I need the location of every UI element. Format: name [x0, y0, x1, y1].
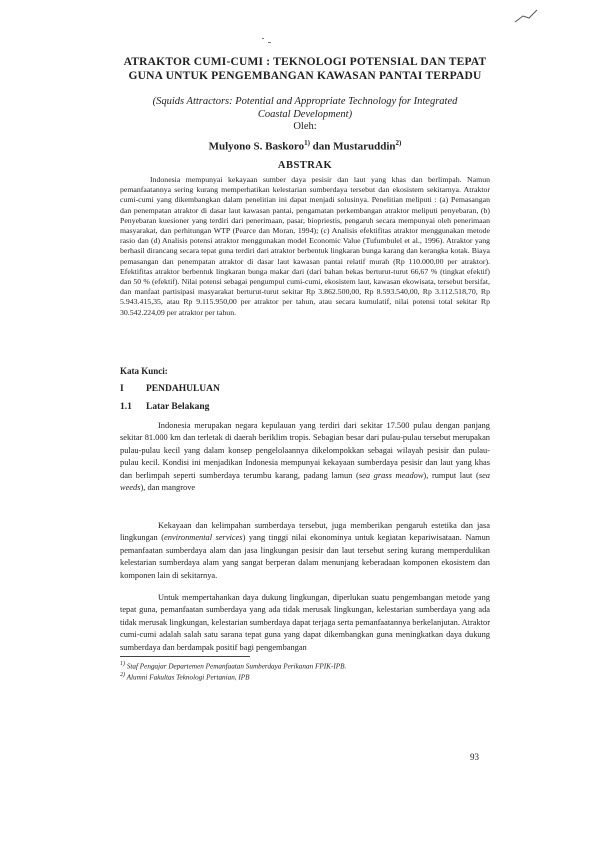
- footnote-divider: [120, 656, 250, 657]
- paragraph-text: ), dan mangrove: [140, 483, 196, 493]
- paper-title: [120, 55, 490, 83]
- authors-line: [120, 139, 490, 153]
- section-heading: [120, 384, 220, 394]
- body-paragraph: [120, 420, 490, 494]
- footnote-1-text: Staf Pengajar Departemen Pemanfaatan Sumberdaya Perikanan FPIK-IPB.: [126, 662, 347, 671]
- scan-mark-icon: [505, 6, 545, 26]
- paragraph-text: Kekayaan dan kelimpahan sumberdaya tersebut, juga memberikan pengaruh estetika dan jasa lingkungan (: [120, 521, 490, 543]
- footnote-1-marker: 1): [120, 661, 125, 667]
- abstract-text: Indonesia mempunyai kekayaan sumber daya pesisir dan laut yang khas dan berlimpah. Namun pemanfaatannya sering kurang memperhatikan kelestarian sumberdaya tersebut dan ekosistem sekitarnya. Atraktor cumi-cumi yang dikembangkan dalam penelitian ini dapat menjadi solusinya. Penelitian meliputi : (a) Pemasangan dan penempatan atraktor di dasar laut kawasan pantai, pengamatan perkembangan atraktor meliputi penyebaran, (b) Penyebaran kuesioner yang terdiri dari penerimaan, pasar, biopriestis, pengaruh secara mempunyai oleh penerimaan masyarakat, dan perhitungan WTP (Pearce dan Moran, 1994); (c) Analisis efektifitas atraktor menggunakan metode rasio dan (d) Analisis potensi atraktor menggunakan model Economic Value (Tufumbulel et al., 1996). Atraktor yang berhasil dirancang secara tepat guna terdiri dari atraktor berbentuk lingkaran bunga karang dan kerangka kotak. Biaya pemasangan dan penempatan atraktor di dasar laut kawasan pantai relatif murah (Rp 110.000,00 per atraktor). Efektifitas atraktor berbentuk lingkaran bunga makar dari (dari bahan bekas berturut-turut 66,67 % (tingkat efektif) dan 50 % (efektif). Nilai potensi sebagai pengumpul cumi-cumi, ekosistem laut, kawasan ekowisata, tersebut bersifat, dan manfaat partisipasi masyarakat berturut-turut sekitar Rp 3.862.500,00, Rp 8.593.540,00, Rp 3.112.518,70, Rp 5.943.415,35, atau Rp 9.115.950,00 per atraktor per tahun, atau secara kumulatif, nilai potensi total sekitar Rp 30.542.224,09 per atraktor per tahun.: [120, 175, 490, 317]
- title-line-2: GUNA UNTUK PENGEMBANGAN KAWASAN PANTAI TERPADU: [128, 70, 482, 82]
- abstract-heading: ABSTRAK: [277, 160, 333, 171]
- subsection-title: Latar Belakang: [146, 402, 210, 412]
- by-label: Oleh:: [293, 121, 317, 132]
- body-paragraph: Untuk mempertahankan daya dukung lingkungan, diperlukan suatu pengembangan metode yang tepat guna, pemanfaatan sumberdaya yang ada tidak merusak lingkungan, kelestarian sumberdaya yang ada tidak merusak lingkungan, kelestarian sumberdaya dapat terjaga serta pemanfaatannya berkelanjutan. Atraktor cumi-cumi adalah salah satu sarana tepat guna yang dapat dikembangkan guna meningkatkan daya dukung sumberdaya dan berdampak positif bagi pengembangan: [120, 593, 490, 652]
- footnote-1: [120, 661, 346, 670]
- author-1-affiliation: 1): [304, 139, 310, 147]
- page-number: 93: [470, 752, 479, 762]
- emphasis-text: sea weeds: [120, 470, 490, 493]
- author-join: dan: [309, 140, 334, 153]
- body-paragraph: [120, 520, 490, 582]
- footnote-2-text: Alumni Fakultas Teknologi Pertanian, IPB: [126, 673, 250, 682]
- paper-subtitle: [120, 95, 490, 121]
- footnote-2: [120, 672, 250, 681]
- emphasis-text: sea grass meadow: [358, 470, 424, 480]
- subsection-heading: [120, 402, 209, 412]
- section-number: I: [120, 384, 124, 394]
- footnote-2-marker: 2): [120, 672, 125, 678]
- scan-speck: [262, 38, 264, 39]
- paragraph-text: Indonesia merupakan negara kepulauan yang terdiri dari sekitar 17.500 pulau dengan panjang sekitar 81.000 km dan terletak di daerah beriklim tropis. Sebagian besar dari pulau-pulau tersebut merupakan pulau-pulau kecil yang dalam konsep pengelolaannya dikelompokkan sebagai wilayah pesisir dan pulau-pulau kecil. Kondisi ini menjadikan Indonesia mempunyai kekayaan sumberdaya pesisir dan laut yang khas dan berlimpah seperti sumberdaya terumbu karang, padang lamun (: [120, 421, 490, 480]
- subsection-number: 1.1: [120, 402, 132, 412]
- author-2: Mustaruddin: [333, 140, 396, 153]
- section-title: PENDAHULUAN: [146, 384, 220, 394]
- author-1: Mulyono S. Baskoro: [208, 140, 305, 153]
- paragraph-text: ) yang tinggi nilai ekonominya untuk kegiatan kepariwisataan. Namun pemanfaatan sumberdaya alam dan jasa lingkungan pesisir dan laut tersebut sering kurang memperdulikan kelestarian sumberdaya alam yang sangat berperan dalam menunjang keberadaan komponen ekosistem dan komponen lain di sekitarnya.: [120, 533, 490, 580]
- subtitle-line-1: (Squids Attractors: Potential and Appropriate Technology for Integrated: [152, 96, 458, 107]
- paragraph-text: ), rumput laut (: [423, 470, 479, 480]
- subtitle-line-2: Coastal Development): [257, 109, 353, 120]
- title-line-1: ATRAKTOR CUMI-CUMI : TEKNOLOGI POTENSIAL DAN TEPAT: [123, 56, 487, 68]
- scan-speck: [268, 42, 271, 43]
- keywords-label: Kata Kunci:: [120, 366, 168, 376]
- emphasis-text: environmental services: [164, 533, 243, 543]
- author-2-affiliation: 2): [395, 139, 402, 147]
